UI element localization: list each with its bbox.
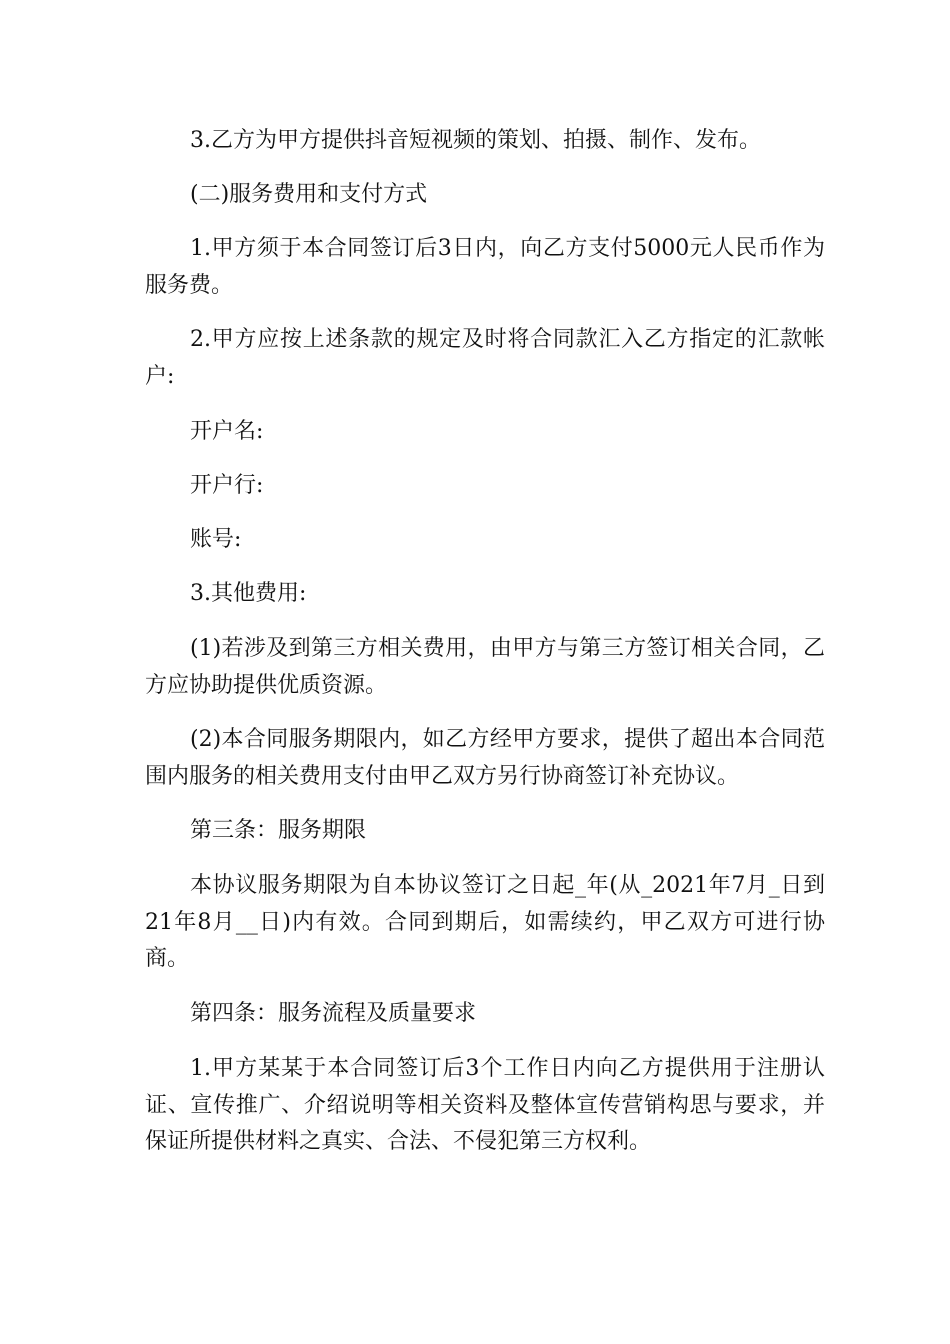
field-account-number: 账号:: [190, 527, 242, 552]
paragraph-clause-3-content: 3.乙方为甲方提供抖音短视频的策划、拍摄、制作、发布。: [190, 128, 761, 153]
paragraph-other-fees-1: (1)若涉及到第三方相关费用，由甲方与第三方签订相关合同，乙方应协助提供优质资源。: [145, 636, 825, 698]
paragraph-service-period: 本协议服务期限为自本协议签订之日起_年(从_2021年7月_日到21年8月__日)内有效。合同到期后，如需续约，甲乙双方可进行协商。: [145, 873, 825, 971]
paragraph-payment-term-1: 1.甲方须于本合同签订后3日内，向乙方支付5000元人民币作为服务费。: [145, 236, 825, 298]
paragraph-payment-term-2: 2.甲方应按上述条款的规定及时将合同款汇入乙方指定的汇款帐户:: [145, 327, 825, 389]
field-bank-name: 开户行:: [190, 473, 264, 498]
article-4-heading: 第四条：服务流程及质量要求: [190, 1001, 477, 1026]
section-heading-fees-payment: (二)服务费用和支付方式: [190, 182, 428, 207]
paragraph-other-fees: 3.其他费用:: [190, 581, 307, 606]
article-3-heading: 第三条：服务期限: [190, 818, 367, 843]
field-account-name: 开户名:: [190, 419, 264, 444]
paragraph-process-requirement-1: 1.甲方某某于本合同签订后3个工作日内向乙方提供用于注册认证、宣传推广、介绍说明等相关资料及整体宣传营销构思与要求，并保证所提供材料之真实、合法、不侵犯第三方权利。: [145, 1056, 825, 1154]
paragraph-other-fees-2: (2)本合同服务期限内，如乙方经甲方要求，提供了超出本合同范围内服务的相关费用支付由甲乙双方另行协商签订补充协议。: [145, 727, 825, 789]
